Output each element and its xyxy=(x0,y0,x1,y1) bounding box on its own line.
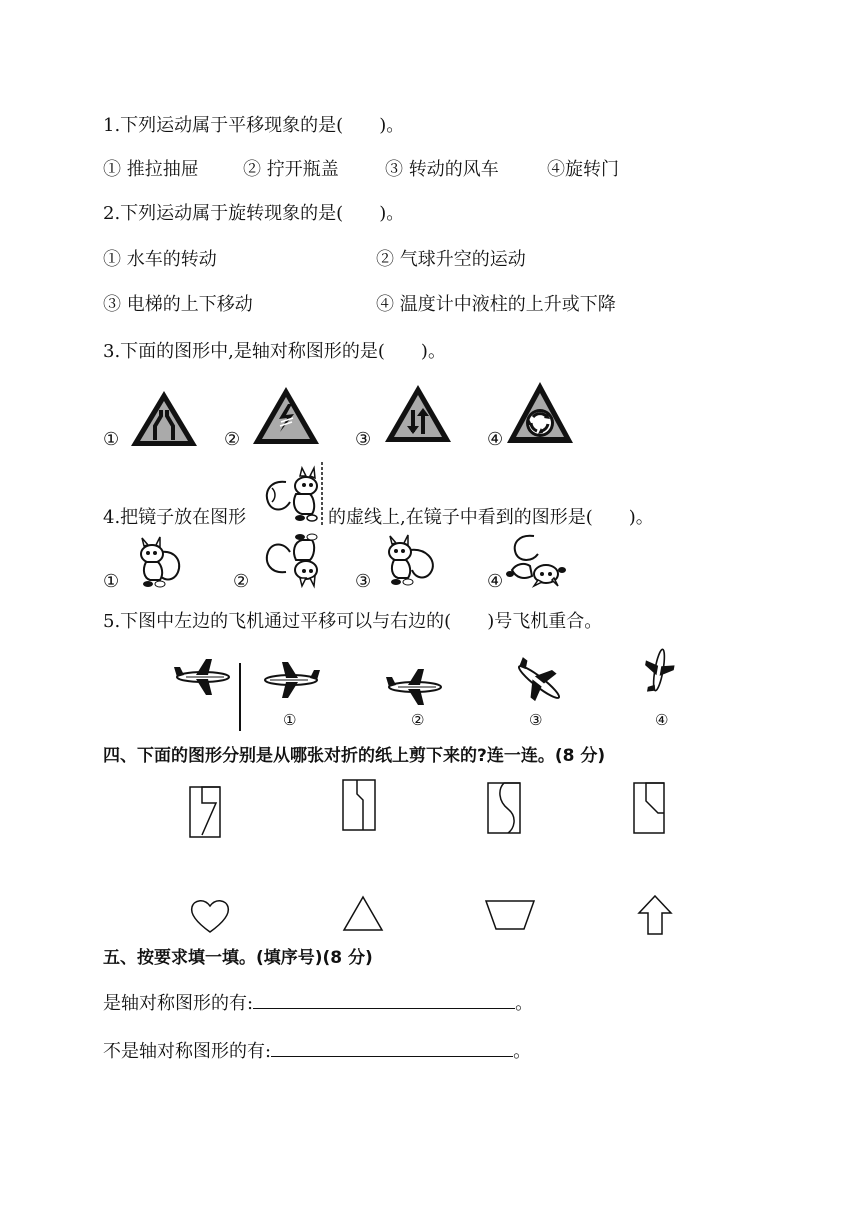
q5-label-4: ④ xyxy=(655,711,669,729)
q3-label-4: ④ xyxy=(487,429,504,450)
q4-label-4: ④ xyxy=(487,571,504,592)
q4-label-1: ① xyxy=(103,571,120,592)
airplane-option-3-icon xyxy=(509,656,569,708)
fill-line-1-period: 。 xyxy=(515,993,534,1014)
airplane-option-4-icon xyxy=(634,642,684,698)
half-cut-shape-1 xyxy=(188,785,222,839)
two-way-traffic-sign-icon xyxy=(382,382,454,446)
airplane-option-1-icon xyxy=(260,658,322,702)
heart-shape-icon xyxy=(188,896,232,936)
airplane-option-2-icon xyxy=(384,665,446,709)
q2-option-1: ① 水车的转动 xyxy=(103,249,217,270)
q1-option-3: ③ 转动的风车 xyxy=(385,159,499,180)
section5-title: 五、按要求填一填。(填序号)(8 分) xyxy=(103,948,373,968)
squirrel-figure-icon xyxy=(262,462,326,526)
q4-stem-before: 4.把镜子放在图形 xyxy=(103,507,247,528)
half-cut-shape-3 xyxy=(486,781,522,835)
squirrel-option-2-icon xyxy=(262,532,324,590)
q4-stem-after: 的虚线上,在镜子中看到的图形是( )。 xyxy=(328,507,654,528)
q2-option-3: ③ 电梯的上下移动 xyxy=(103,294,253,315)
q1-option-1: ① 推拉抽屉 xyxy=(103,159,199,180)
half-cut-shape-2 xyxy=(341,778,377,832)
q1-stem: 1.下列运动属于平移现象的是( )。 xyxy=(103,115,405,136)
q5-label-3: ③ xyxy=(529,711,543,729)
airplane-reference-icon xyxy=(172,655,234,699)
q1-option-2: ② 拧开瓶盖 xyxy=(243,159,339,180)
q4-label-2: ② xyxy=(233,571,250,592)
lightning-sign-icon xyxy=(250,384,322,448)
fill-line-1 xyxy=(103,992,533,1016)
roundabout-sign-icon xyxy=(504,379,576,447)
q2-option-4: ④ 温度计中液柱的上升或下降 xyxy=(376,294,616,315)
q5-label-2: ② xyxy=(411,711,425,729)
answer-blank-2[interactable] xyxy=(271,1056,513,1057)
q3-label-3: ③ xyxy=(355,429,372,450)
q2-option-2: ② 气球升空的运动 xyxy=(376,249,526,270)
triangle-shape-icon xyxy=(341,894,385,934)
q3-stem: 3.下面的图形中,是轴对称图形的是( )。 xyxy=(103,341,446,362)
trapezoid-shape-icon xyxy=(484,898,536,932)
half-cut-shape-4 xyxy=(632,781,666,835)
q1-option-4: ④旋转门 xyxy=(547,159,619,180)
answer-blank-1[interactable] xyxy=(253,1008,515,1009)
road-narrows-sign-icon xyxy=(128,388,200,450)
squirrel-option-3-icon xyxy=(380,532,442,590)
q3-label-2: ② xyxy=(224,429,241,450)
fill-line-2 xyxy=(103,1040,531,1064)
squirrel-option-4-icon xyxy=(504,530,568,588)
q5-label-1: ① xyxy=(283,711,297,729)
q3-label-1: ① xyxy=(103,429,120,450)
divider-line xyxy=(239,663,241,731)
q4-label-3: ③ xyxy=(355,571,372,592)
q2-stem: 2.下列运动属于旋转现象的是( )。 xyxy=(103,203,405,224)
arrow-shape-icon xyxy=(636,893,674,937)
squirrel-option-1-icon xyxy=(130,534,192,590)
fill-line-1-label: 是轴对称图形的有: xyxy=(103,993,254,1014)
fill-line-2-period: 。 xyxy=(513,1041,532,1062)
fill-line-2-label: 不是轴对称图形的有: xyxy=(103,1041,272,1062)
q5-stem: 5.下图中左边的飞机通过平移可以与右边的( )号飞机重合。 xyxy=(103,611,603,632)
section4-title: 四、下面的图形分别是从哪张对折的纸上剪下来的?连一连。(8 分) xyxy=(103,746,606,766)
